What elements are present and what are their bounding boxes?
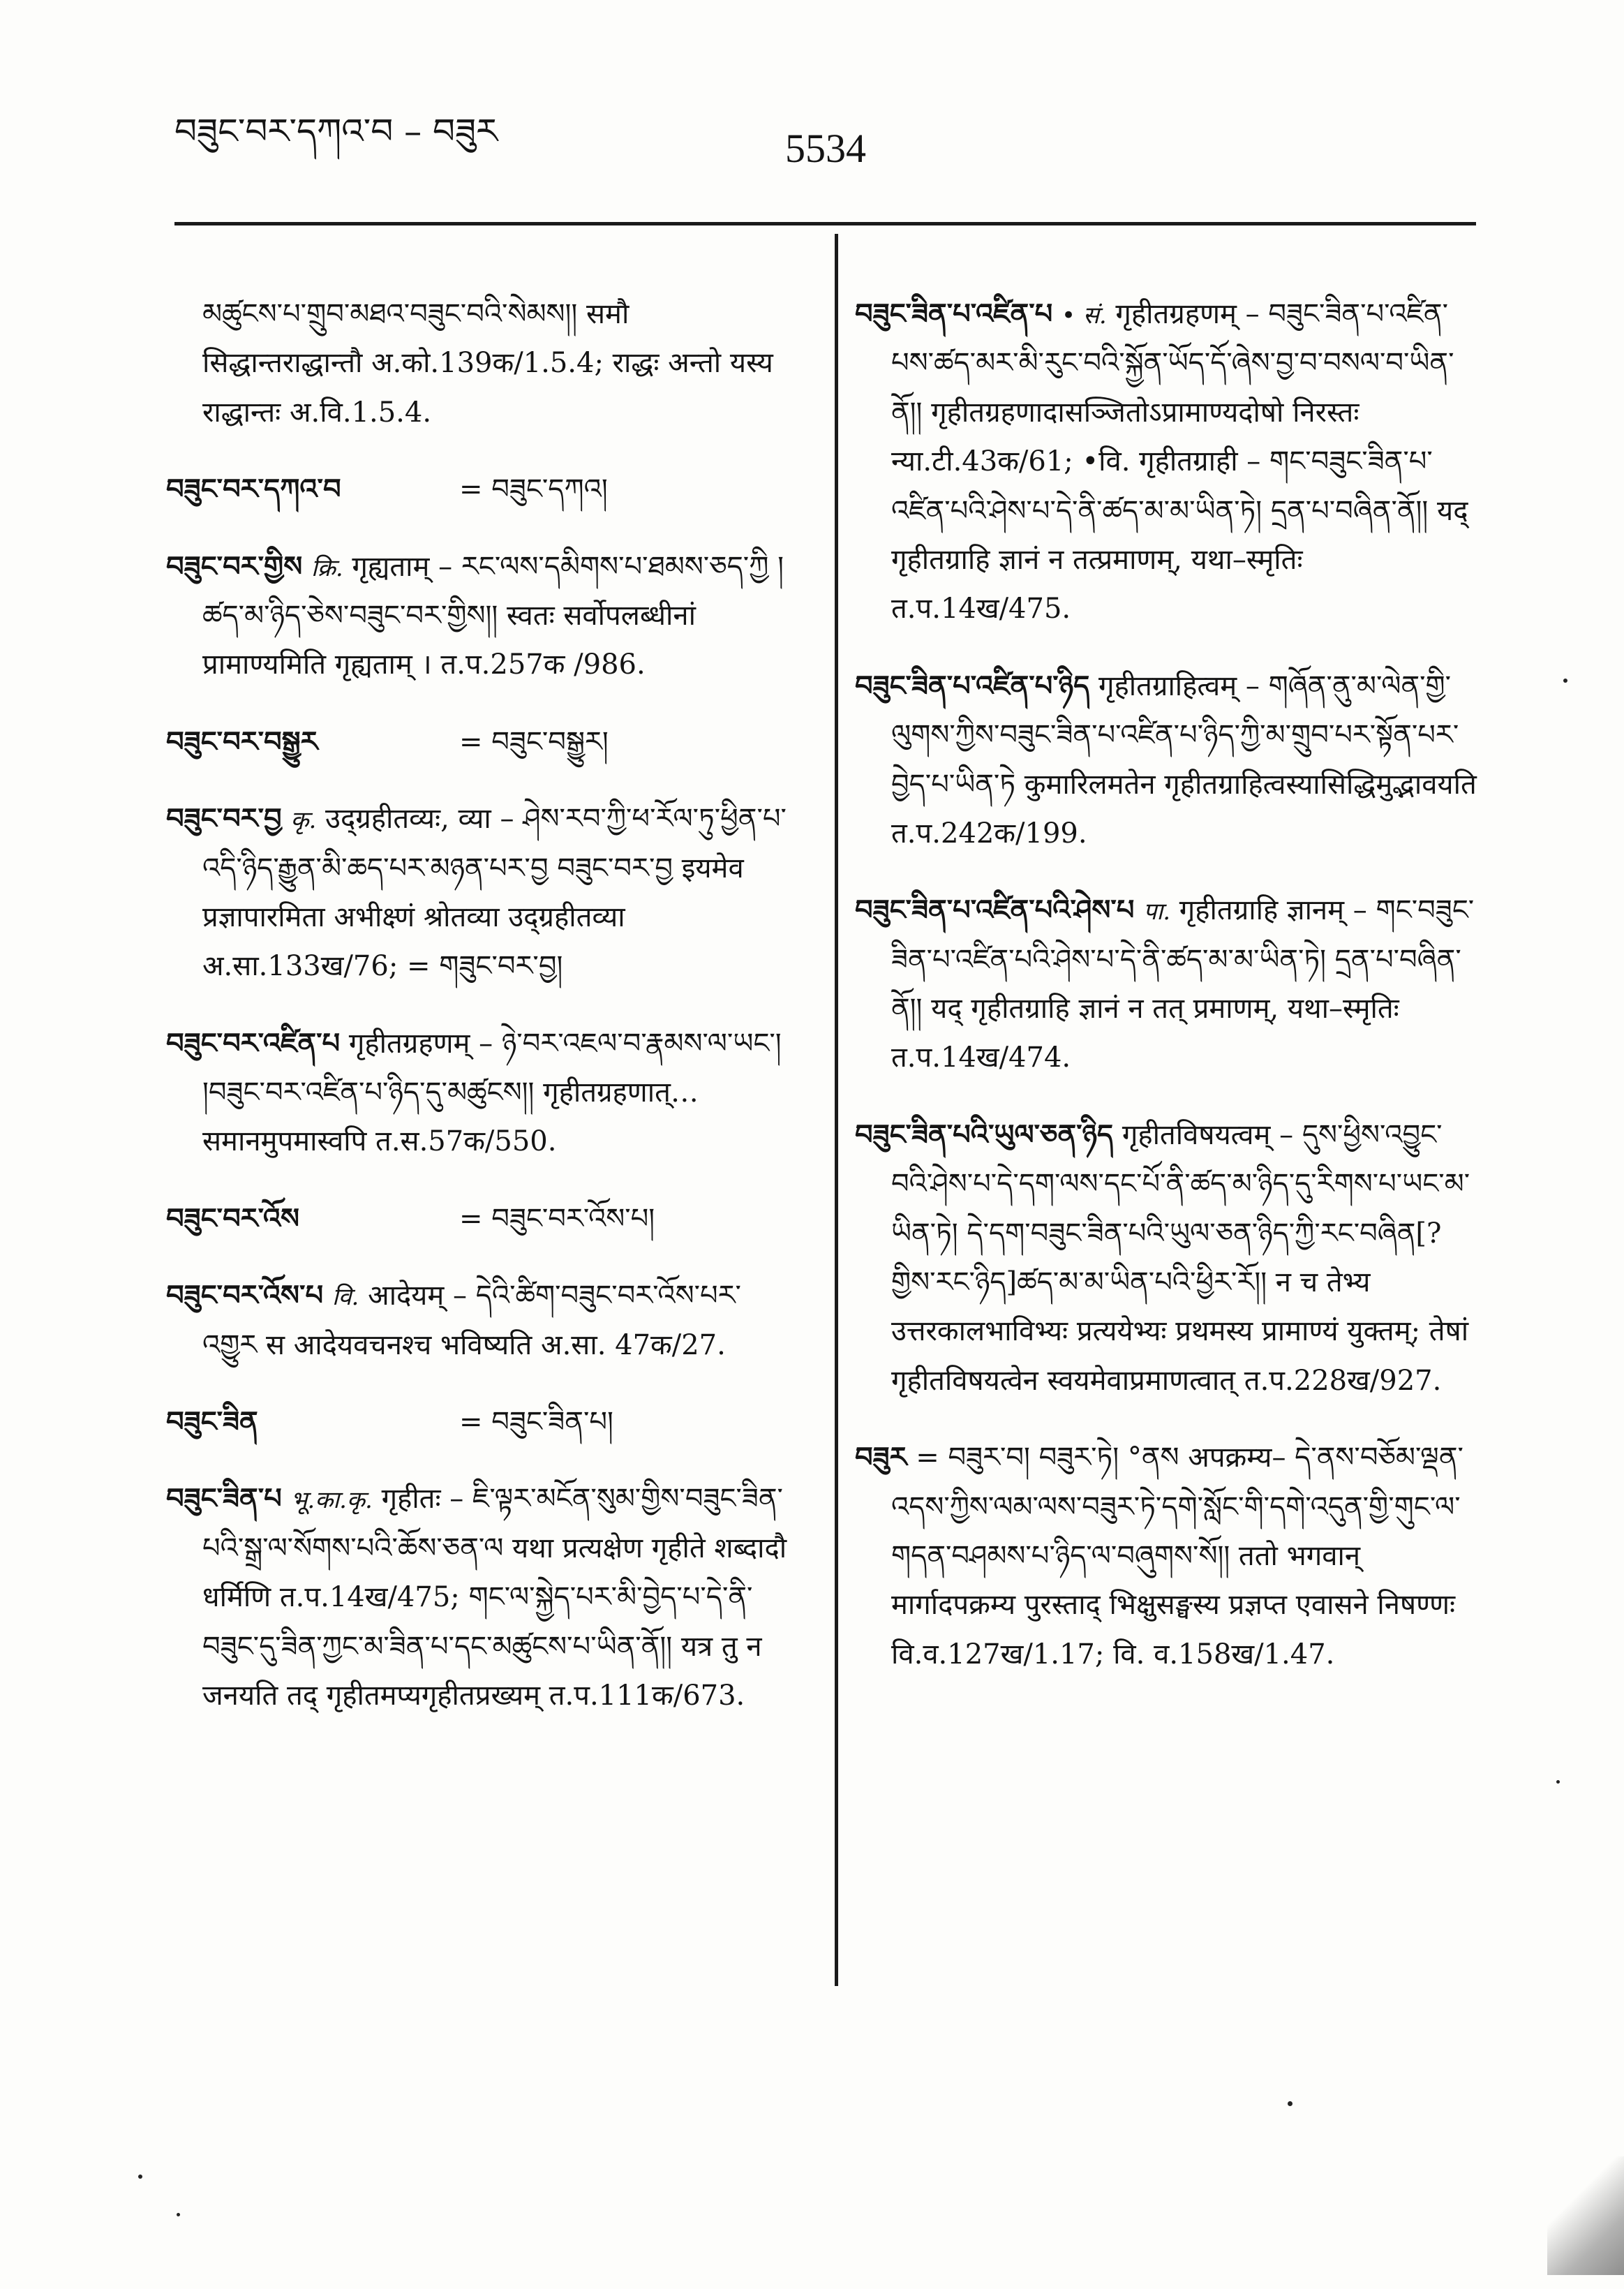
- scan-speck: [1563, 679, 1567, 683]
- scan-speck: [1556, 1780, 1560, 1784]
- left-column: [166, 262, 794, 1744]
- entry-text: गृह्यताम् – རང་ལས་དམིགས་པ་ཐམས་ཅད་ཀྱི །ཚད་མ་ཉིད་ཅེས་བཟུང་བར་གྱིས།། स्वतः सर्वोपलब्धीनां प्रामाण्यमिति गृह्यताम् । त.प.257क /986.: [202, 550, 784, 681]
- scan-speck: [177, 2213, 180, 2216]
- xref-target: = བཟུང་བར་འོས་པ།: [459, 1202, 655, 1235]
- entry-text: गृहीतग्राहि ज्ञानम् – གང་བཟུང་ཟིན་པ་འཛིན་པའི་ཤེས་པ་དེ་ནི་ཚད་མ་མ་ཡིན་ཏེ། དྲན་པ་བཞིན་ནོ།། यद् गृहीतग्राहि ज्ञानं न तत् प्रमाणम्, यथा–स्मृतिः त.प.14ख/474.: [891, 894, 1475, 1074]
- cross-reference: [166, 465, 794, 514]
- dictionary-entry: [855, 1111, 1483, 1405]
- entry-text: उद्ग्रहीतव्यः, व्या – ཤེས་རབ་ཀྱི་ཕ་རོལ་ཏུ་ཕྱིན་པ་འདི་ཉིད་རྒྱུན་མི་ཆད་པར་མཉན་པར་བྱ བཟུང་བར་བྱ इयमेव प्रज्ञापारमिता अभीक्ष्णं श्रोतव्या उद्ग्रहीतव्या अ.सा.133ख/76; = གཟུང་བར་བྱ།: [202, 803, 787, 983]
- dictionary-entry: [166, 794, 794, 991]
- scan-speck: [1288, 2101, 1293, 2106]
- dictionary-entry: [166, 1474, 794, 1720]
- cross-reference: [166, 1194, 794, 1243]
- grammar-label: • सं.: [1061, 302, 1107, 329]
- page-number: 5534: [785, 126, 866, 171]
- grammar-label: पा.: [1143, 898, 1171, 926]
- headword: བཟུང་བར་བྱ: [166, 802, 282, 836]
- headword: བཟུང་ཟིན: [166, 1405, 258, 1439]
- header-rule: [174, 222, 1476, 225]
- grammar-label: भू.का.कृ.: [290, 1486, 373, 1515]
- scan-speck: [138, 2175, 142, 2179]
- entry-text: गृहीतः – ཇི་ལྟར་མངོན་སུམ་གྱིས་བཟུང་ཟིན་པའི་སྒྲ་ལ་སོགས་པའི་ཆོས་ཅན་ལ यथा प्रत्यक्षेण गृहीते शब्दादौ धर्मिणि त.प.14ख/475; གང་ལ་སྐྱེད་པར་མི་བྱེད་པ་དེ་ནི་བཟུང་དུ་ཟིན་ཀྱང་མ་ཟིན་པ་དང་མཚུངས་པ་ཡིན་ནོ།། यत्र तु न जनयति तद् गृहीतमप्यगृहीतप्रख्यम् त.प.111क/673.: [202, 1483, 787, 1712]
- headword: བཟུང་བར་གྱིས: [166, 549, 303, 583]
- entry-text: आदेयम् – དེའི་ཚིག་བཟུང་བར་འོས་པར་འགྱུར स आदेयवचनश्च भविष्यति अ.सा. 47क/27.: [202, 1280, 741, 1361]
- entry-text: गृहीतग्राहित्वम् – གཞོན་ནུ་མ་ལེན་གྱི་ལུགས་ཀྱིས་བཟུང་ཟིན་པ་འཛིན་པ་ཉིད་ཀྱི་མ་གྲུབ་པར་སྟོན་པར་བྱེད་པ་ཡིན་ཏེ कुमारिलमतेन गृहीतग्राहित्वस्यासिद्धिमुद्भावयति त.प.242क/199.: [891, 669, 1477, 850]
- headword: བཟུང་བར་བསྒྱུར: [166, 725, 318, 758]
- grammar-label: कृ.: [290, 806, 317, 835]
- headword: བཟུང་ཟིན་པ་འཛིན་པ་ཉིད: [855, 669, 1090, 702]
- headword: བཟུང་བར་དཀའ་བ: [166, 473, 341, 506]
- cross-reference: [166, 1398, 794, 1446]
- headword: བཟུང་བར་འོས་པ: [166, 1279, 324, 1312]
- cross-reference: [166, 718, 794, 766]
- dictionary-entry: [166, 542, 794, 690]
- dictionary-entry: [855, 1433, 1483, 1679]
- headword: བཟུང་བར་འཛིན་པ: [166, 1026, 341, 1060]
- dictionary-entry: [166, 1271, 794, 1370]
- entry-text: = བཟུར་བ། བཟུར་ཏེ། °ནས अपक्रम्य– དེ་ནས་བཅོམ་ལྡན་འདས་ཀྱིས་ལམ་ལས་བཟུར་ཏེ་དགེ་སློང་གི་དགེ་འདུན་གྱི་གུང་ལ་གདན་བཤམས་པ་ཉིད་ལ་བཞུགས་སོ།། ततो भगवान् मार्गादपक्रम्य पुरस्ताद् भिक्षुसङ्घस्य प्रज्ञप्त एवासने निषण्णः वि.व.127ख/1.17; वि. व.158ख/1.47.: [891, 1442, 1463, 1671]
- headword: བཟུང་ཟིན་པ: [166, 1482, 282, 1516]
- right-column: [855, 262, 1483, 1703]
- grammar-label: क्रि.: [311, 554, 343, 582]
- dictionary-entry: [855, 886, 1483, 1083]
- scan-smudge: [1547, 2156, 1624, 2275]
- headword: བཟུང་ཟིན་པ་འཛིན་པ: [855, 297, 1053, 330]
- column-divider: [835, 234, 838, 1986]
- headword: བཟུར: [855, 1441, 907, 1474]
- entry-text: མཚུངས་པ་གྲུབ་མཐའ་བཟུང་བའི་སེམས།། समौ सिद्धान्तराद्धान्तौ अ.को.139क/1.5.4; राद्धः अन्तो यस्य राद्धान्तः अ.वि.1.5.4.: [202, 298, 773, 429]
- xref-target: = བཟུང་བསྒྱུར།: [459, 725, 609, 758]
- entry-text: गृहीतविषयत्वम् – དུས་ཕྱིས་འབྱུང་བའི་ཤེས་པ་དེ་དག་ལས་དང་པོ་ནི་ཚད་མ་ཉིད་དུ་རིགས་པ་ཡང་མ་ཡིན་ཏེ། དེ་དག་བཟུང་ཟིན་པའི་ཡུལ་ཅན་ཉིད་ཀྱི་རང་བཞིན[?གྱིས་རང་ཉིད]ཚད་མ་མ་ཡིན་པའི་ཕྱིར་རོ།། न च तेभ्य उत्तरकालभाविभ्यः प्रत्ययेभ्यः प्रथमस्य प्रामाण्यं युक्तम्; तेषां गृहीतविषयत्वेन स्वयमेवाप्रमाणत्वात् त.प.228ख/927.: [891, 1118, 1470, 1397]
- dictionary-entry: [166, 290, 794, 437]
- headword: བཟུང་བར་འོས: [166, 1201, 300, 1235]
- running-head: བཟུང་བར་དཀའ་བ – བཟུར: [174, 111, 498, 151]
- xref-target: = བཟུང་དཀའ།: [459, 473, 608, 506]
- entry-text: गृहीतग्रहणम् – ཉེ་བར་འཇལ་བ་རྣམས་ལ་ཡང་། །བཟུང་བར་འཛིན་པ་ཉིད་དུ་མཚུངས།། गृहीतग्रहणात्…समानमुपमास्वपि त.स.57क/550.: [202, 1027, 782, 1158]
- xref-target: = བཟུང་ཟིན་པ།: [459, 1406, 613, 1439]
- dictionary-entry: [166, 1019, 794, 1166]
- dictionary-entry: [855, 662, 1483, 859]
- headword: བཟུང་ཟིན་པའི་ཡུལ་ཅན་ཉིད: [855, 1118, 1114, 1151]
- grammar-label: वि.: [331, 1283, 359, 1312]
- headword: བཟུང་ཟིན་པ་འཛིན་པའི་ཤེས་པ: [855, 894, 1135, 927]
- dictionary-entry: [855, 290, 1483, 634]
- entry-text: गृहीतग्रहणम् – བཟུང་ཟིན་པ་འཛིན་པས་ཚད་མར་མི་རུང་བའི་སྐྱོན་ཡོད་དོ་ཞེས་བྱ་བ་བསལ་བ་ཡིན་ནོ།། गृहीतग्रहणादासञ्जितोऽप्रामाण्यदोषो निरस्तः न्या.टी.43क/61; •वि. गृहीतग्राही – གང་བཟུང་ཟིན་པ་འཛིན་པའི་ཤེས་པ་དེ་ནི་ཚད་མ་མ་ཡིན་ཏེ། དྲན་པ་བཞིན་ནོ།། यद् गृहीतग्राहि ज्ञानं न तत्प्रमाणम्, यथा–स्मृतिः त.प.14ख/475.: [891, 298, 1468, 625]
